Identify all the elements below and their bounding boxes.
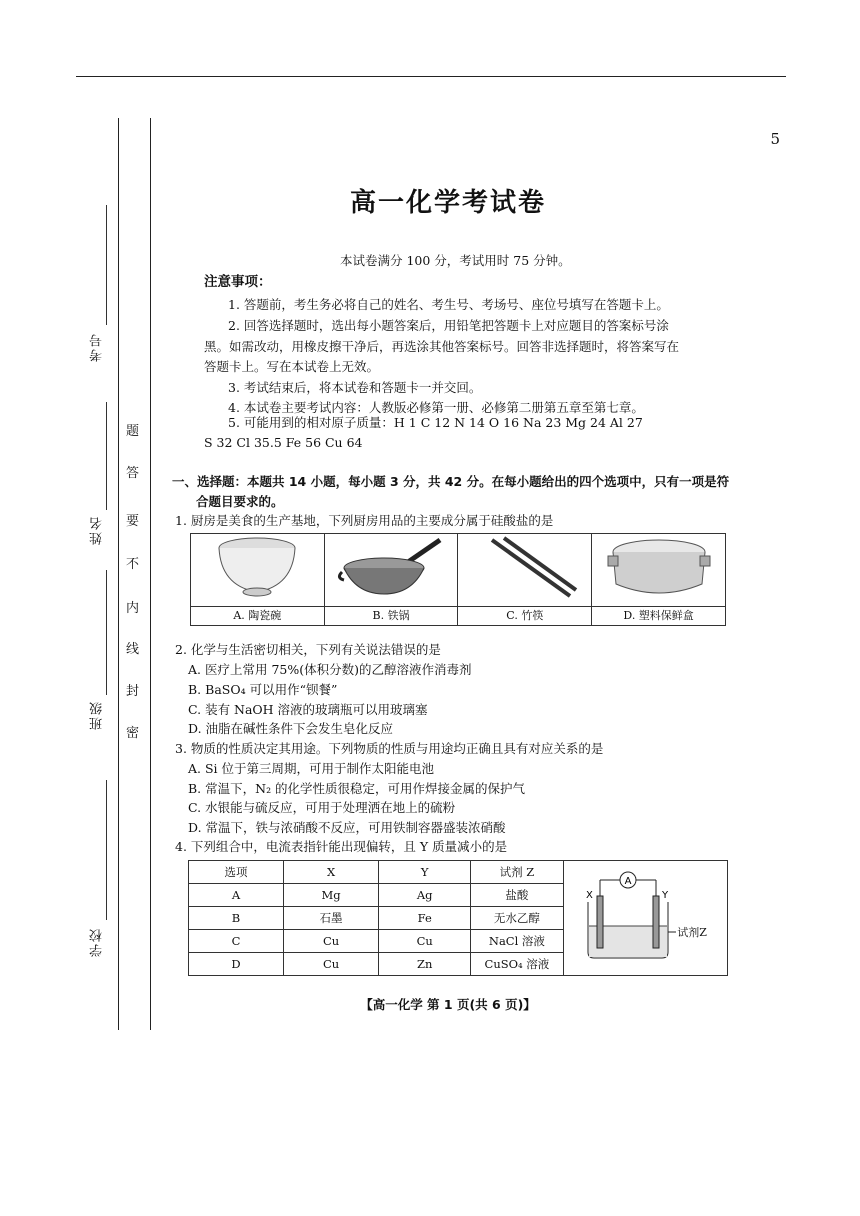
table-cell: C [189,930,284,953]
q3-option: B. 常温下，N₂ 的化学性质很稳定，可用作焊接金属的保护气 [188,781,526,796]
q1-option-c [458,534,592,626]
q4-header: 试剂 Z [471,861,563,884]
q2-option: B. BaSO₄ 可以用作“钡餐” [188,682,338,697]
q2-stem: 2. 化学与生活密切相关，下列有关说法错误的是 [175,642,441,657]
electrode-x-label: X [585,890,593,901]
top-rule [76,76,786,77]
q1-option-b [324,534,458,626]
q1-option-d-label: D. 塑料保鲜盒 [592,606,725,625]
table-cell: D [189,953,284,976]
exam-subtitle: 本试卷满分 100 分，考试用时 75 分钟。 [340,253,571,268]
electrode-y-label: Y [661,890,668,901]
page-number: 5 [770,130,780,148]
q1-option-d [592,534,726,626]
q1-option-c-label: C. 竹筷 [458,606,591,625]
seal-char: 密 [126,726,140,741]
name-blank[interactable] [106,402,107,510]
class-blank[interactable] [106,570,107,695]
iron-wok-icon [336,534,446,602]
q4-header: X [284,861,379,884]
table-cell: Fe [379,907,471,930]
class-label: 班级 [90,700,105,730]
note-item: 黑。如需改动，用橡皮擦干净后，再选涂其他答案标号。回答非选择题时，将答案写在 [204,339,680,354]
q4-header: Y [379,861,471,884]
seal-char: 题 [126,424,140,439]
notes-heading: 注意事项： [204,274,272,290]
section-heading-cont: 合题目要求的。 [196,494,284,509]
binding-line-inner [150,118,151,1030]
table-cell: 盐酸 [471,884,563,907]
q4-header-row [189,861,728,884]
table-cell: CuSO₄ 溶液 [471,953,563,976]
note-item: 4. 本试卷主要考试内容：人教版必修第一册、必修第二册第五章至第七章。 [228,400,644,415]
seal-char: 答 [126,466,140,481]
q1-stem: 1. 厨房是美食的生产基地，下列厨房用品的主要成分属于硅酸盐的是 [175,513,554,528]
exam-title: 高一化学考试卷 [349,188,546,218]
table-cell: Cu [284,953,379,976]
table-cell: Mg [284,884,379,907]
note-item: S 32 Cl 35.5 Fe 56 Cu 64 [204,435,363,450]
seal-char: 要 [126,514,140,529]
table-cell: NaCl 溶液 [471,930,563,953]
q3-stem: 3. 物质的性质决定其用途。下列物质的性质与用途均正确且具有对应关系的是 [175,741,604,756]
q2-option: D. 油脂在碱性条件下会发生皂化反应 [188,721,394,736]
table-cell: Zn [379,953,471,976]
binding-line-outer [118,118,119,1030]
q2-option: C. 装有 NaOH 溶液的玻璃瓶可以用玻璃塞 [188,702,428,717]
q1-option-a [191,534,325,626]
ammeter-label: A [624,876,632,887]
table-cell: 无水乙醇 [471,907,563,930]
q1-option-a-label: A. 陶瓷碗 [191,606,324,625]
seal-char: 线 [126,642,140,657]
table-cell: 石墨 [284,907,379,930]
ceramic-bowl-icon [207,534,307,602]
q3-option: A. Si 位于第三周期，可用于制作太阳能电池 [188,761,435,776]
q1-options-table [190,533,726,626]
q4-diagram-cell [563,861,727,976]
q2-option: A. 医疗上常用 75%(体积分数)的乙醇溶液作消毒剂 [188,662,472,677]
seal-char: 内 [126,601,140,616]
seal-char: 不 [126,557,140,572]
note-item: 答题卡上。写在本试卷上无效。 [204,359,380,374]
school-blank[interactable] [106,780,107,920]
seal-char: 封 [126,684,140,699]
exam-no-label: 考号 [90,332,105,362]
plastic-container-icon [604,534,714,602]
table-cell: B [189,907,284,930]
note-item: 5. 可能用到的相对原子质量：H 1 C 12 N 14 O 16 Na 23 Mg 24 Al 27 [228,415,643,430]
chopsticks-icon [470,534,580,602]
table-cell: Cu [284,930,379,953]
table-cell: Cu [379,930,471,953]
page-footer: 【高一化学 第 1 页(共 6 页)】 [360,997,536,1012]
q4-header: 选项 [189,861,284,884]
table-cell: Ag [379,884,471,907]
q3-option: D. 常温下，铁与浓硝酸不反应，可用铁制容器盛装浓硝酸 [188,820,506,835]
q4-stem: 4. 下列组合中，电流表指针能出现偏转，且 Y 质量减小的是 [175,839,508,854]
note-item: 1. 答题前，考生务必将自己的姓名、考生号、考场号、座位号填写在答题卡上。 [228,297,669,312]
note-item: 2. 回答选择题时，选出每小题答案后，用铅笔把答题卡上对应题目的答案标号涂 [228,318,669,333]
q3-option: C. 水银能与硫反应，可用于处理洒在地上的硫粉 [188,800,456,815]
exam-no-blank[interactable] [106,205,107,325]
table-cell: A [189,884,284,907]
galvanic-cell-diagram [574,866,684,966]
note-item: 3. 考试结束后，将本试卷和答题卡一并交回。 [228,380,482,395]
name-label: 姓名 [90,515,105,545]
school-label: 学校 [90,927,105,957]
q1-option-b-label: B. 铁锅 [325,606,458,625]
q4-table [188,860,728,976]
section-heading: 一、选择题：本题共 14 小题，每小题 3 分，共 42 分。在每小题给出的四个选项中，只有一项是符 [172,474,730,489]
reagent-z-label: 试剂Z [677,926,707,939]
